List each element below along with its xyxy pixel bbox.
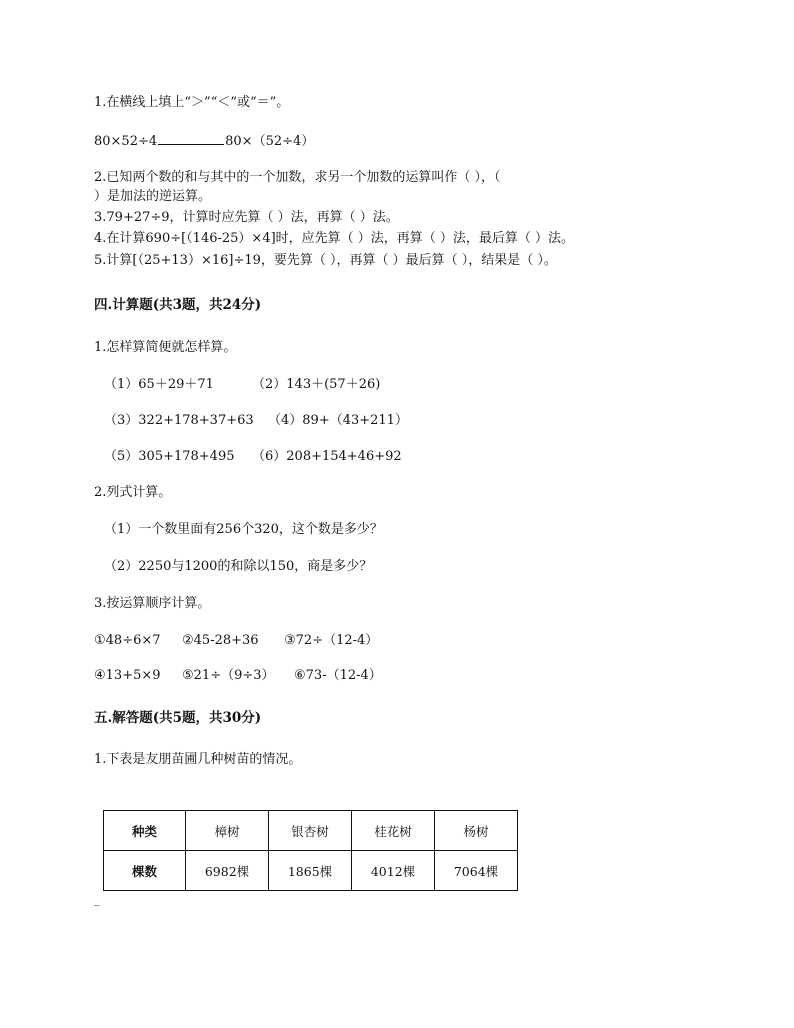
comparison-left: 80×52÷4 [94,134,158,149]
order-item-1: ①48÷6×7 [94,633,161,648]
order-row-1 [94,632,378,650]
table-cell: 7064棵 [435,851,518,891]
calc-row-2 [104,412,408,430]
question-3-3: 3.79+27÷9，计算时应先算（ ）法，再算（ ）法。 [94,210,399,225]
table-header-cell: 桂花树 [352,811,435,851]
tree-table [103,810,518,891]
table-header-row [104,811,518,851]
order-item-5: ⑤21÷（9÷3） [182,668,275,683]
question-3-2-line1: 2.已知两个数的和与其中的一个加数，求另一个加数的运算叫作（ ），（ [94,170,501,185]
table-cell: 棵数 [104,851,186,891]
question-3-1 [94,94,289,112]
question-3-2-line2: ）是加法的逆运算。 [94,189,212,204]
table-header-cell: 杨树 [435,811,518,851]
question-4-3-title: 3.按运算顺序计算。 [94,596,211,611]
comparison-line [94,132,314,151]
calc-item-5: （5）305+178+495 [104,449,235,464]
question-4-2-title: 2.列式计算。 [94,485,172,500]
calc-item-1: （1）65＋29＋71 [104,377,214,392]
calc-item-2: （2）143＋(57＋26) [252,377,381,392]
question-3-5: 5.计算[（25+13）×16]÷19，要先算（ ），再算（ ）最后算（ ），结果是（ ）。 [94,253,557,268]
question-3-4: 4.在计算690÷[（146-25）×4]时，应先算（ ）法，再算（ ）法，最后算（ ）法。 [94,231,575,246]
section-4-title: 四.计算题(共3题，共24分) [94,297,262,313]
table-header-cell: 种类 [104,811,186,851]
order-item-2: ②45-28+36 [182,633,259,648]
calc-item-3: （3）322+178+37+63 [104,413,254,428]
question-4-1-title: 1.怎样算简便就怎样算。 [94,340,237,355]
table-cell: 1865棵 [269,851,352,891]
comparison-right: 80×（52÷4） [225,134,315,149]
section-5-title: 五.解答题(共5题，共30分) [94,710,262,726]
word-problem-1: （1）一个数里面有256个320，这个数是多少？ [104,522,383,537]
order-item-3: ③72÷（12-4） [284,633,379,648]
order-row-2 [94,667,382,685]
table-header-cell: 银杏树 [269,811,352,851]
table-cell: 6982棵 [186,851,269,891]
calc-row-1 [104,376,380,394]
calc-item-4: （4）89+（43+211） [268,413,408,428]
question-5-1: 1.下表是友朋苗圃几种树苗的情况。 [94,752,302,767]
stray-mark: _ [94,893,100,906]
order-item-4: ④13+5×9 [94,668,161,683]
table-row [104,851,518,891]
calc-row-3 [104,448,402,466]
table-cell: 4012棵 [352,851,435,891]
table-header-cell: 樟树 [186,811,269,851]
answer-blank[interactable] [158,132,224,145]
calc-item-6: （6）208+154+46+92 [252,449,402,464]
question-text: 1.在横线上填上“＞”“＜”或“＝”。 [94,95,290,110]
order-item-6: ⑥73-（12-4） [294,668,382,683]
word-problem-2: （2）2250与1200的和除以150，商是多少？ [104,559,373,574]
